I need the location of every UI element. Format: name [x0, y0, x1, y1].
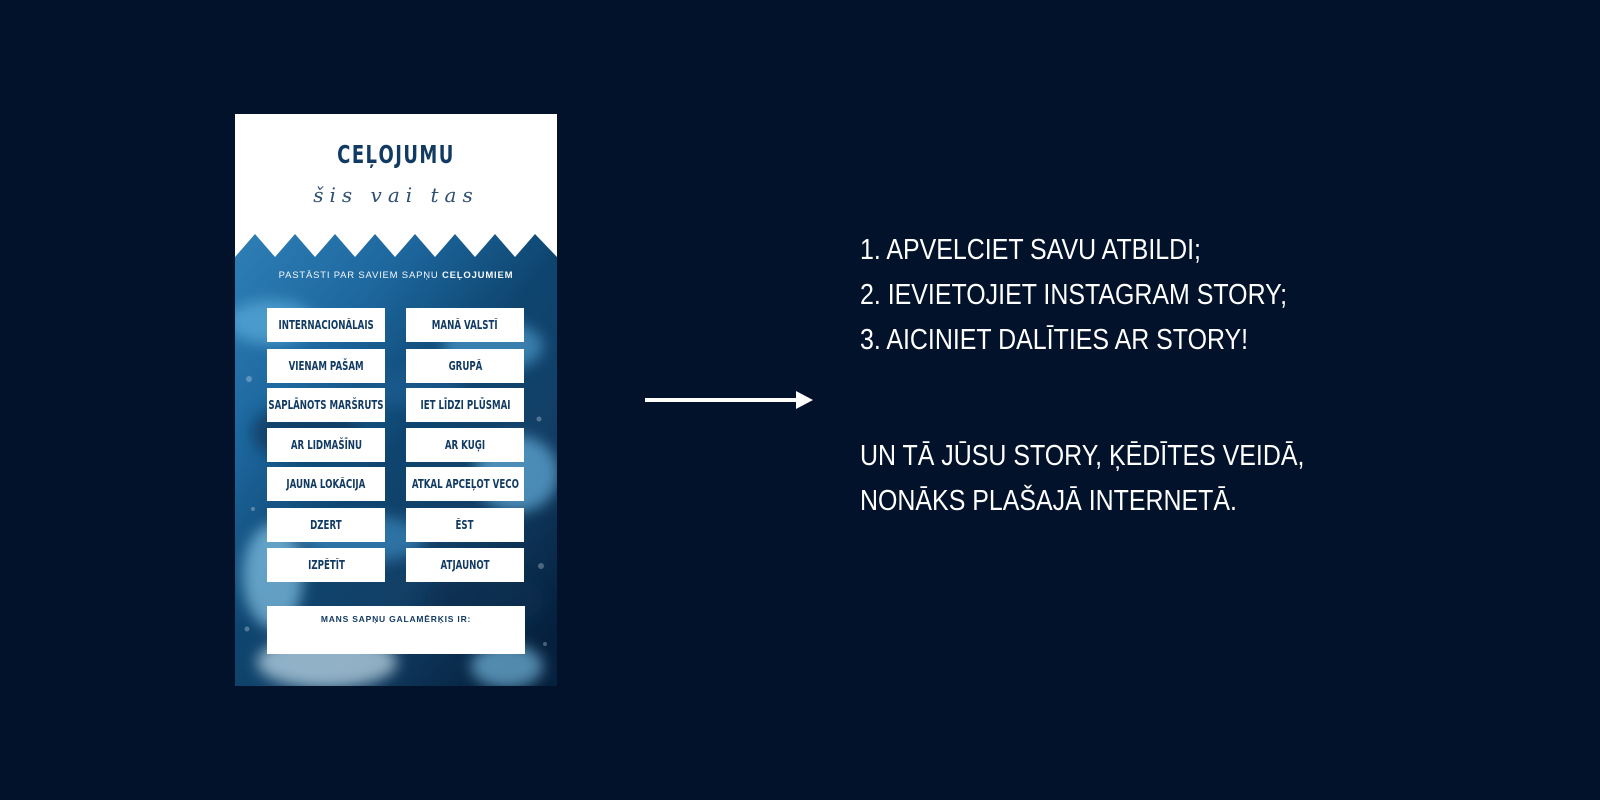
tagline-prefix: PASTĀSTI PAR SAVIEM SAPŅU — [278, 270, 439, 281]
choice-label: ATJAUNOT — [440, 558, 490, 572]
right-arrow-icon — [645, 389, 813, 411]
choice-option — [406, 548, 524, 582]
choice-label: JAUNA LOKĀCIJA — [286, 477, 366, 491]
choice-label: AR KUĢI — [444, 438, 486, 452]
instruction-item: 2. IEVIETOJIET INSTAGRAM STORY; — [860, 279, 1288, 311]
choice-option — [406, 349, 524, 383]
choice-label: MANĀ VALSTĪ — [432, 318, 498, 332]
result-text — [860, 434, 1342, 524]
story-template-card — [235, 114, 557, 686]
choice-option — [267, 508, 385, 542]
instruction-item: 3. AICINIET DALĪTIES AR STORY! — [860, 324, 1249, 356]
choice-label: INTERNACIONĀLAIS — [278, 318, 374, 332]
choice-label: VIENAM PAŠAM — [288, 359, 364, 373]
choice-label: ATKAL APCEĻOT VECO — [411, 477, 519, 491]
tagline-emphasis: CEĻOJUMIEM — [442, 270, 514, 281]
choice-option — [267, 349, 385, 383]
choice-label: IZPĒTĪT — [307, 558, 345, 572]
choice-label: ĒST — [455, 518, 475, 532]
result-line-1: UN TĀ JŪSU STORY, ĶĒDĪTES VEIDĀ, — [860, 440, 1305, 472]
choice-option — [267, 388, 385, 422]
card-tagline — [235, 270, 557, 282]
destination-label: MANS SAPŅU GALAMĒRĶIS IR: — [320, 614, 472, 624]
choice-label: GRUPĀ — [448, 359, 482, 373]
choice-option — [267, 428, 385, 462]
destination-box — [267, 606, 525, 654]
choice-label: DZERT — [310, 518, 342, 532]
card-title: CEĻOJUMU — [337, 140, 455, 169]
choice-option — [406, 467, 524, 501]
instructions-list — [860, 228, 1400, 363]
card-subtitle: šis vai tas — [313, 183, 479, 207]
choice-option — [267, 467, 385, 501]
choice-option — [267, 548, 385, 582]
choice-option — [267, 308, 385, 342]
instruction-item: 1. APVELCIET SAVU ATBILDI; — [860, 234, 1201, 266]
choice-label: AR LIDMAŠĪNU — [290, 438, 362, 452]
choice-option — [406, 508, 524, 542]
result-line-2: NONĀKS PLAŠAJĀ INTERNETĀ. — [860, 485, 1237, 517]
choice-label: IET LĪDZI PLŪSMAI — [420, 398, 510, 412]
choice-label: SAPLĀNOTS MARŠRUTS — [268, 398, 384, 412]
choice-option — [406, 388, 524, 422]
choice-option — [406, 308, 524, 342]
choice-option — [406, 428, 524, 462]
